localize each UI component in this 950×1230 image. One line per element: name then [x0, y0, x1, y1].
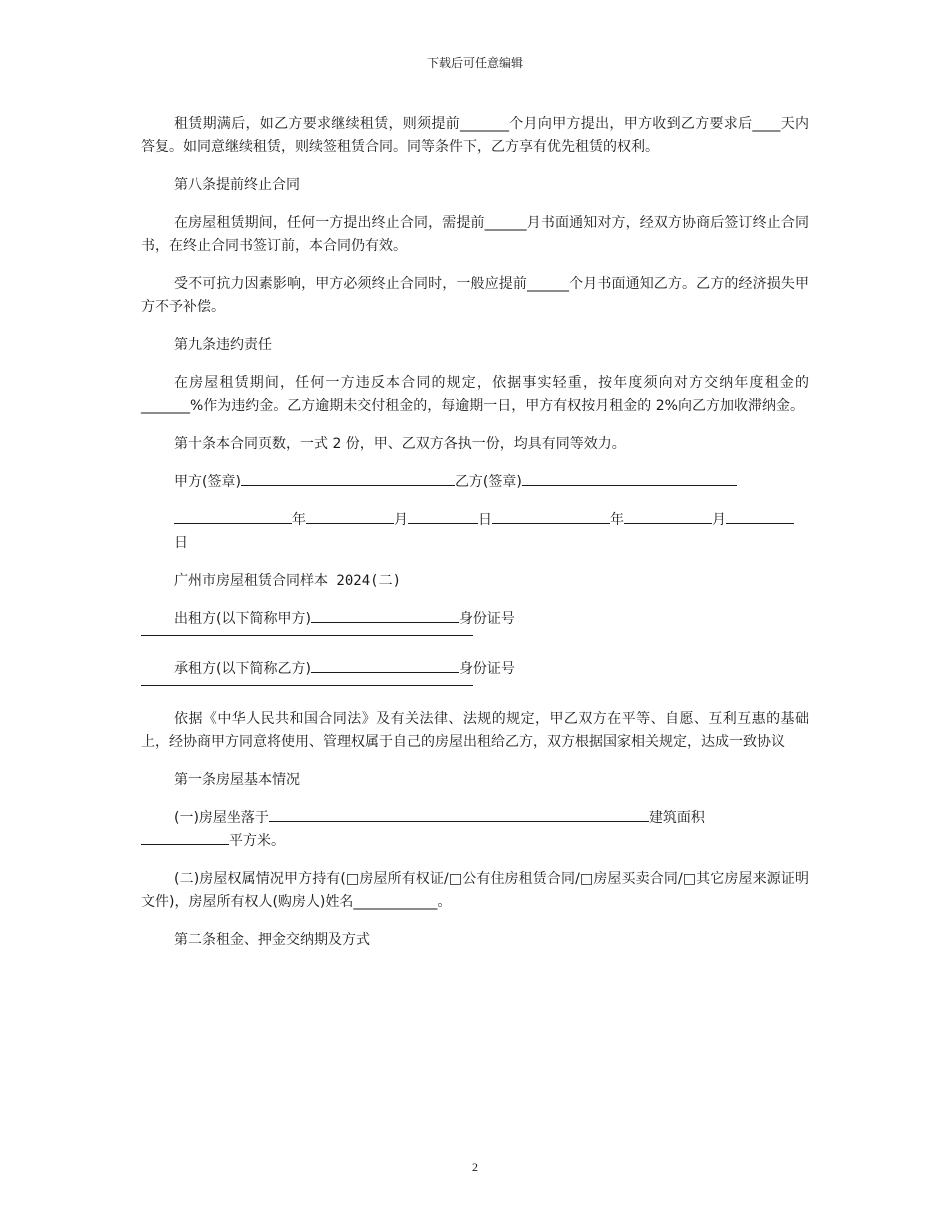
breach-paragraph: 在房屋租赁期间，任何一方违反本合同的规定，依据事实轻重，按年度须向对方交纳年度租金的_______%作为违约金。乙方逾期未交付租金的，每逾期一日，甲方有权按月租金的 2%向乙方加收滞纳金。	[141, 375, 809, 414]
force-majeure-paragraph: 受不可抗力因素影响，甲方必须终止合同时，一般应提前______个月书面通知乙方。乙方的经济损失甲方不予补偿。	[141, 276, 809, 315]
date-b-day: 日	[174, 535, 188, 551]
ownership-paragraph: (二)房屋权属情况甲方持有(□房屋所有权证/□公有住房租赁合同/□房屋买卖合同/□其它房屋来源证明文件)，房屋所有权人(购房人)姓名____________。	[141, 871, 809, 910]
property-location-row	[141, 807, 809, 853]
date-b-year: 年	[610, 512, 624, 528]
lessor-name-blank	[311, 608, 459, 623]
lessee-name-blank	[311, 658, 459, 673]
lessor-id-blank	[141, 635, 473, 636]
party-a-signature-label: 甲方(签章)	[174, 474, 241, 490]
party-a-signature-line	[241, 471, 455, 486]
date-b-month-blank	[624, 509, 712, 524]
party-b-signature-label: 乙方(签章)	[454, 474, 522, 490]
lessor-id-label: 身份证号	[458, 611, 515, 627]
article-9-heading: 第九条违约责任	[174, 337, 272, 353]
lessee-id-label: 身份证号	[458, 661, 515, 677]
square-meters-label: 平方米。	[229, 833, 285, 849]
contract-sample-title: 广州市房屋租赁合同样本 2024(二)	[174, 573, 402, 589]
building-area-label: 建筑面积	[648, 810, 705, 826]
party-b-signature-line	[522, 471, 737, 486]
date-a-year: 年	[292, 512, 306, 528]
date-row	[141, 509, 809, 555]
article-8-heading: 第八条提前终止合同	[174, 177, 300, 193]
date-b-day-blank	[726, 509, 794, 524]
date-b-year-blank	[492, 509, 610, 524]
lessor-row	[141, 608, 809, 636]
preamble-paragraph: 依据《中华人民共和国合同法》及有关法律、法规的规定，甲乙双方在平等、自愿、互利互惠的基础上，经协商甲方同意将使用、管理权属于自己的房屋出租给乙方，双方根据国家相关规定，达成一致协议	[141, 711, 809, 750]
lessee-label: 承租方(以下简称乙方)	[174, 661, 311, 677]
date-b-month: 月	[712, 512, 726, 528]
renewal-paragraph: 租赁期满后，如乙方要求继续租赁，则须提前_______个月向甲方提出，甲方收到乙方要求后____天内答复。如同意继续租赁，则续签租赁合同。同等条件下，乙方享有优先租赁的权利。	[141, 116, 809, 155]
date-a-day: 日	[478, 512, 492, 528]
date-a-day-blank	[408, 509, 478, 524]
property-location-blank	[269, 807, 649, 822]
lessee-row	[141, 658, 809, 686]
article-10-paragraph: 第十条本合同页数，一式 2 份，甲、乙双方各执一份，均具有同等效力。	[174, 436, 626, 452]
document-body	[141, 113, 809, 967]
page-header: 下载后可任意编辑	[426, 56, 523, 70]
lessor-label: 出租方(以下简称甲方)	[174, 611, 311, 627]
page-number: 2	[472, 1160, 478, 1174]
property-location-label: (一)房屋坐落于	[174, 810, 269, 826]
article-2-heading: 第二条租金、押金交纳期及方式	[174, 932, 370, 948]
lessee-id-blank	[141, 685, 473, 686]
article-1-heading: 第一条房屋基本情况	[174, 772, 300, 788]
early-termination-paragraph: 在房屋租赁期间，任何一方提出终止合同，需提前______月书面通知对方，经双方协商后签订终止合同书，在终止合同书签订前，本合同仍有效。	[141, 215, 809, 254]
building-area-blank	[141, 830, 229, 845]
date-a-month-blank	[306, 509, 394, 524]
date-a-month: 月	[394, 512, 408, 528]
date-a-year-blank	[174, 509, 292, 524]
signature-row	[141, 471, 809, 494]
